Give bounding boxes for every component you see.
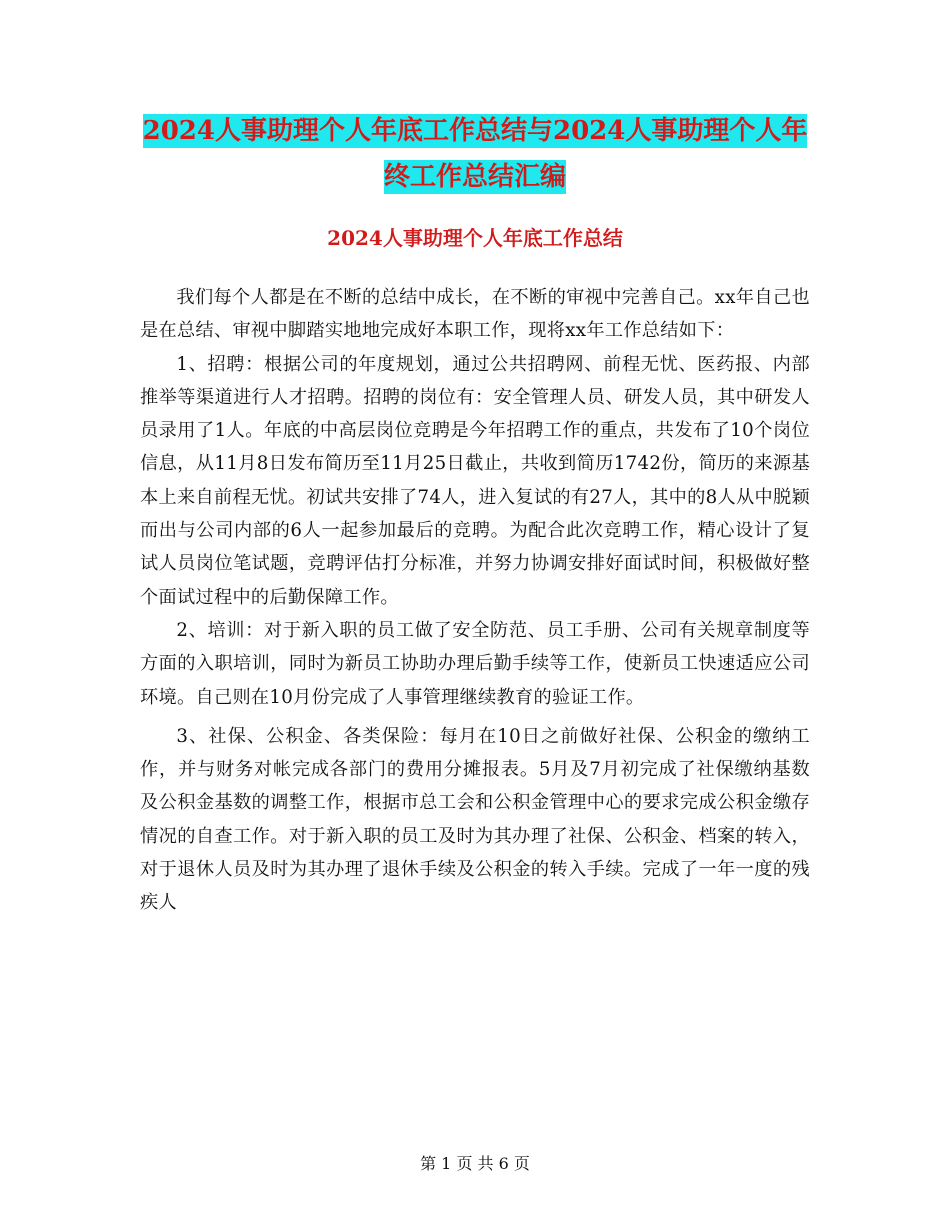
paragraph-intro: 我们每个人都是在不断的总结中成长，在不断的审视中完善自己。xx年自己也是在总结、审视中脚踏实地地完成好本职工作，现将xx年工作总结如下：	[140, 287, 810, 342]
paragraph-social-insurance: 3、社保、公积金、各类保险：每月在10日之前做好社保、公积金的缴纳工作，并与财务对帐完成各部门的费用分摊报表。5月及7月初完成了社保缴纳基数及公积金基数的调整工作，根据市总工会和公积金管理中心的要求完成公积金缴存情况的自查工作。对于新入职的员工及时为其办理了社保、公积金、档案的转入，对于退休人员及时为其办理了退休手续及公积金的转入手续。完成了一年一度的残疾人	[140, 725, 810, 914]
title-highlight: 2024人事助理个人年底工作总结与2024人事助理个人年终工作总结汇编	[142, 116, 808, 192]
paragraph-training: 2、培训：对于新入职的员工做了安全防范、员工手册、公司有关规章制度等方面的入职培训，同时为新员工协助办理后勤手续等工作，使新员工快速适应公司环境。自己则在10月份完成了人事管理继续教育的验证工作。	[140, 619, 810, 708]
page-footer: 第 1 页 共 6 页	[420, 1154, 530, 1173]
document-main-title	[140, 108, 810, 200]
document-body	[140, 281, 810, 920]
paragraph-recruitment: 1、招聘：根据公司的年度规划，通过公共招聘网、前程无忧、医药报、内部推举等渠道进行人才招聘。招聘的岗位有：安全管理人员、研发人员，其中研发人员录用了1人。年底的中高层岗位竞聘是今年招聘工作的重点，共发布了10个岗位信息，从11月8日发布简历至11月25日截止，共收到简历1742份，简历的来源基本上来自前程无忧。初试共安排了74人，进入复试的有27人，其中的8人从中脱颖而出与公司内部的6人一起参加最后的竞聘。为配合此次竞聘工作，精心设计了复试人员岗位笔试题，竞聘评估打分标准，并努力协调安排好面试时间，积极做好整个面试过程中的后勤保障工作。	[140, 353, 810, 608]
section-title: 2024人事助理个人年底工作总结	[327, 226, 623, 250]
